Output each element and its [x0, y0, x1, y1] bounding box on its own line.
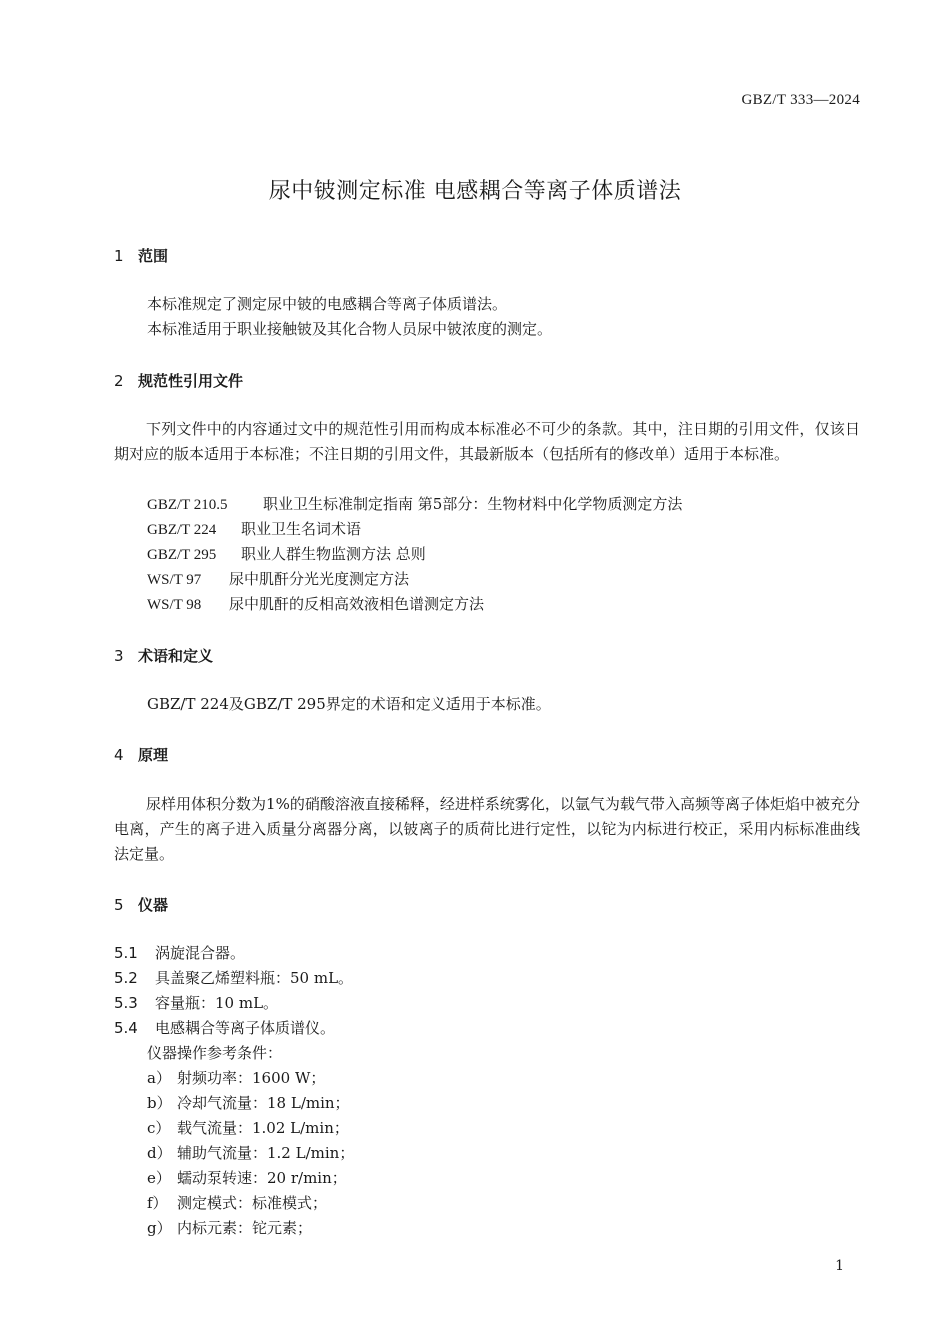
list-marker: a） — [147, 1069, 171, 1087]
reference-item — [147, 517, 361, 543]
reference-code: GBZ/T 210.5 — [147, 497, 228, 513]
section-number: 4 — [114, 746, 124, 764]
section-heading-principle — [114, 744, 168, 765]
item-number: 5.2 — [114, 969, 138, 987]
section-number: 1 — [114, 247, 124, 265]
list-marker: c） — [147, 1119, 171, 1137]
page-title: 尿中铍测定标准 电感耦合等离子体质谱法 — [268, 179, 682, 204]
section-number: 5 — [114, 896, 124, 914]
reference-name: 职业人群生物监测方法 总则 — [241, 545, 426, 563]
reference-name: 尿中肌酐的反相高效液相色谱测定方法 — [229, 595, 485, 613]
reference-item — [147, 492, 682, 518]
condition-item — [147, 1166, 347, 1191]
instrument-item — [114, 941, 245, 966]
condition-text: 内标元素：铊元素； — [177, 1219, 313, 1237]
item-text: 具盖聚乙烯塑料瓶：50 mL。 — [155, 969, 354, 987]
item-number: 5.1 — [114, 944, 138, 962]
conditions-label: 仪器操作参考条件： — [147, 1044, 283, 1062]
condition-item — [147, 1141, 354, 1166]
instrument-item — [114, 1016, 335, 1041]
document-code: GBZ/T 333—2024 — [741, 92, 860, 108]
reference-name: 职业卫生标准制定指南 第5部分：生物材料中化学物质测定方法 — [263, 495, 683, 513]
reference-item — [147, 542, 426, 568]
list-marker: f） — [147, 1194, 168, 1212]
condition-text: 载气流量：1.02 L/min； — [177, 1119, 349, 1137]
reference-code: GBZ/T 224 — [147, 522, 217, 538]
section-heading-scope — [114, 245, 168, 266]
instrument-item — [114, 991, 278, 1016]
section-title: 术语和定义 — [138, 647, 214, 665]
section-number: 3 — [114, 647, 124, 665]
section-title: 仪器 — [138, 896, 169, 914]
section-heading-instruments — [114, 894, 168, 915]
section-title: 规范性引用文件 — [138, 372, 244, 390]
list-marker: d） — [147, 1144, 172, 1162]
references-intro-paragraph: 下列文件中的内容通过文中的规范性引用而构成本标准必不可少的条款。其中，注日期的引用文件，仅该日期对应的版本适用于本标准；不注日期的引用文件，其最新版本（包括所有的修改单）适用于本标准。 — [114, 420, 860, 463]
section-heading-normative-references — [114, 370, 243, 391]
item-number: 5.3 — [114, 994, 138, 1012]
section-heading-terms — [114, 645, 213, 666]
reference-code: WS/T 98 — [147, 597, 202, 613]
scope-paragraph: 本标准适用于职业接触铍及其化合物人员尿中铍浓度的测定。 — [147, 320, 553, 338]
item-text: 涡旋混合器。 — [155, 944, 246, 962]
condition-item — [147, 1116, 349, 1141]
condition-item — [147, 1191, 327, 1216]
condition-item — [147, 1216, 312, 1241]
condition-item — [147, 1066, 325, 1091]
reference-code: WS/T 97 — [147, 572, 202, 588]
list-marker: b） — [147, 1094, 172, 1112]
condition-text: 射频功率：1600 W； — [177, 1069, 326, 1087]
instrument-item — [114, 966, 353, 991]
item-text: 电感耦合等离子体质谱仪。 — [155, 1019, 336, 1037]
condition-text: 测定模式：标准模式； — [177, 1194, 328, 1212]
condition-text: 蠕动泵转速：20 r/min； — [177, 1169, 347, 1187]
reference-name: 尿中肌酐分光光度测定方法 — [229, 570, 410, 588]
reference-item — [147, 592, 484, 618]
condition-text: 冷却气流量：18 L/min； — [177, 1094, 350, 1112]
condition-item — [147, 1091, 350, 1116]
section-title: 范围 — [138, 247, 169, 265]
reference-name: 职业卫生名词术语 — [241, 520, 362, 538]
condition-text: 辅助气流量：1.2 L/min； — [177, 1144, 355, 1162]
reference-item — [147, 567, 409, 593]
scope-paragraph: 本标准规定了测定尿中铍的电感耦合等离子体质谱法。 — [147, 295, 508, 313]
item-text: 容量瓶：10 mL。 — [155, 994, 279, 1012]
page-number: 1 — [835, 1258, 844, 1274]
list-marker: e） — [147, 1169, 171, 1187]
terms-paragraph: GBZ/T 224及GBZ/T 295界定的术语和定义适用于本标准。 — [147, 695, 551, 713]
principle-paragraph: 尿样用体积分数为1%的硝酸溶液直接稀释，经进样系统雾化，以氩气为载气带入高频等离子体炬焰中被充分电离，产生的离子进入质量分离器分离，以铍离子的质荷比进行定性，以铊为内标进行校正，采用内标标准曲线法定量。 — [114, 795, 860, 863]
list-marker: g） — [147, 1219, 172, 1237]
section-number: 2 — [114, 372, 124, 390]
item-number: 5.4 — [114, 1019, 138, 1037]
section-title: 原理 — [138, 746, 169, 764]
reference-code: GBZ/T 295 — [147, 547, 217, 563]
